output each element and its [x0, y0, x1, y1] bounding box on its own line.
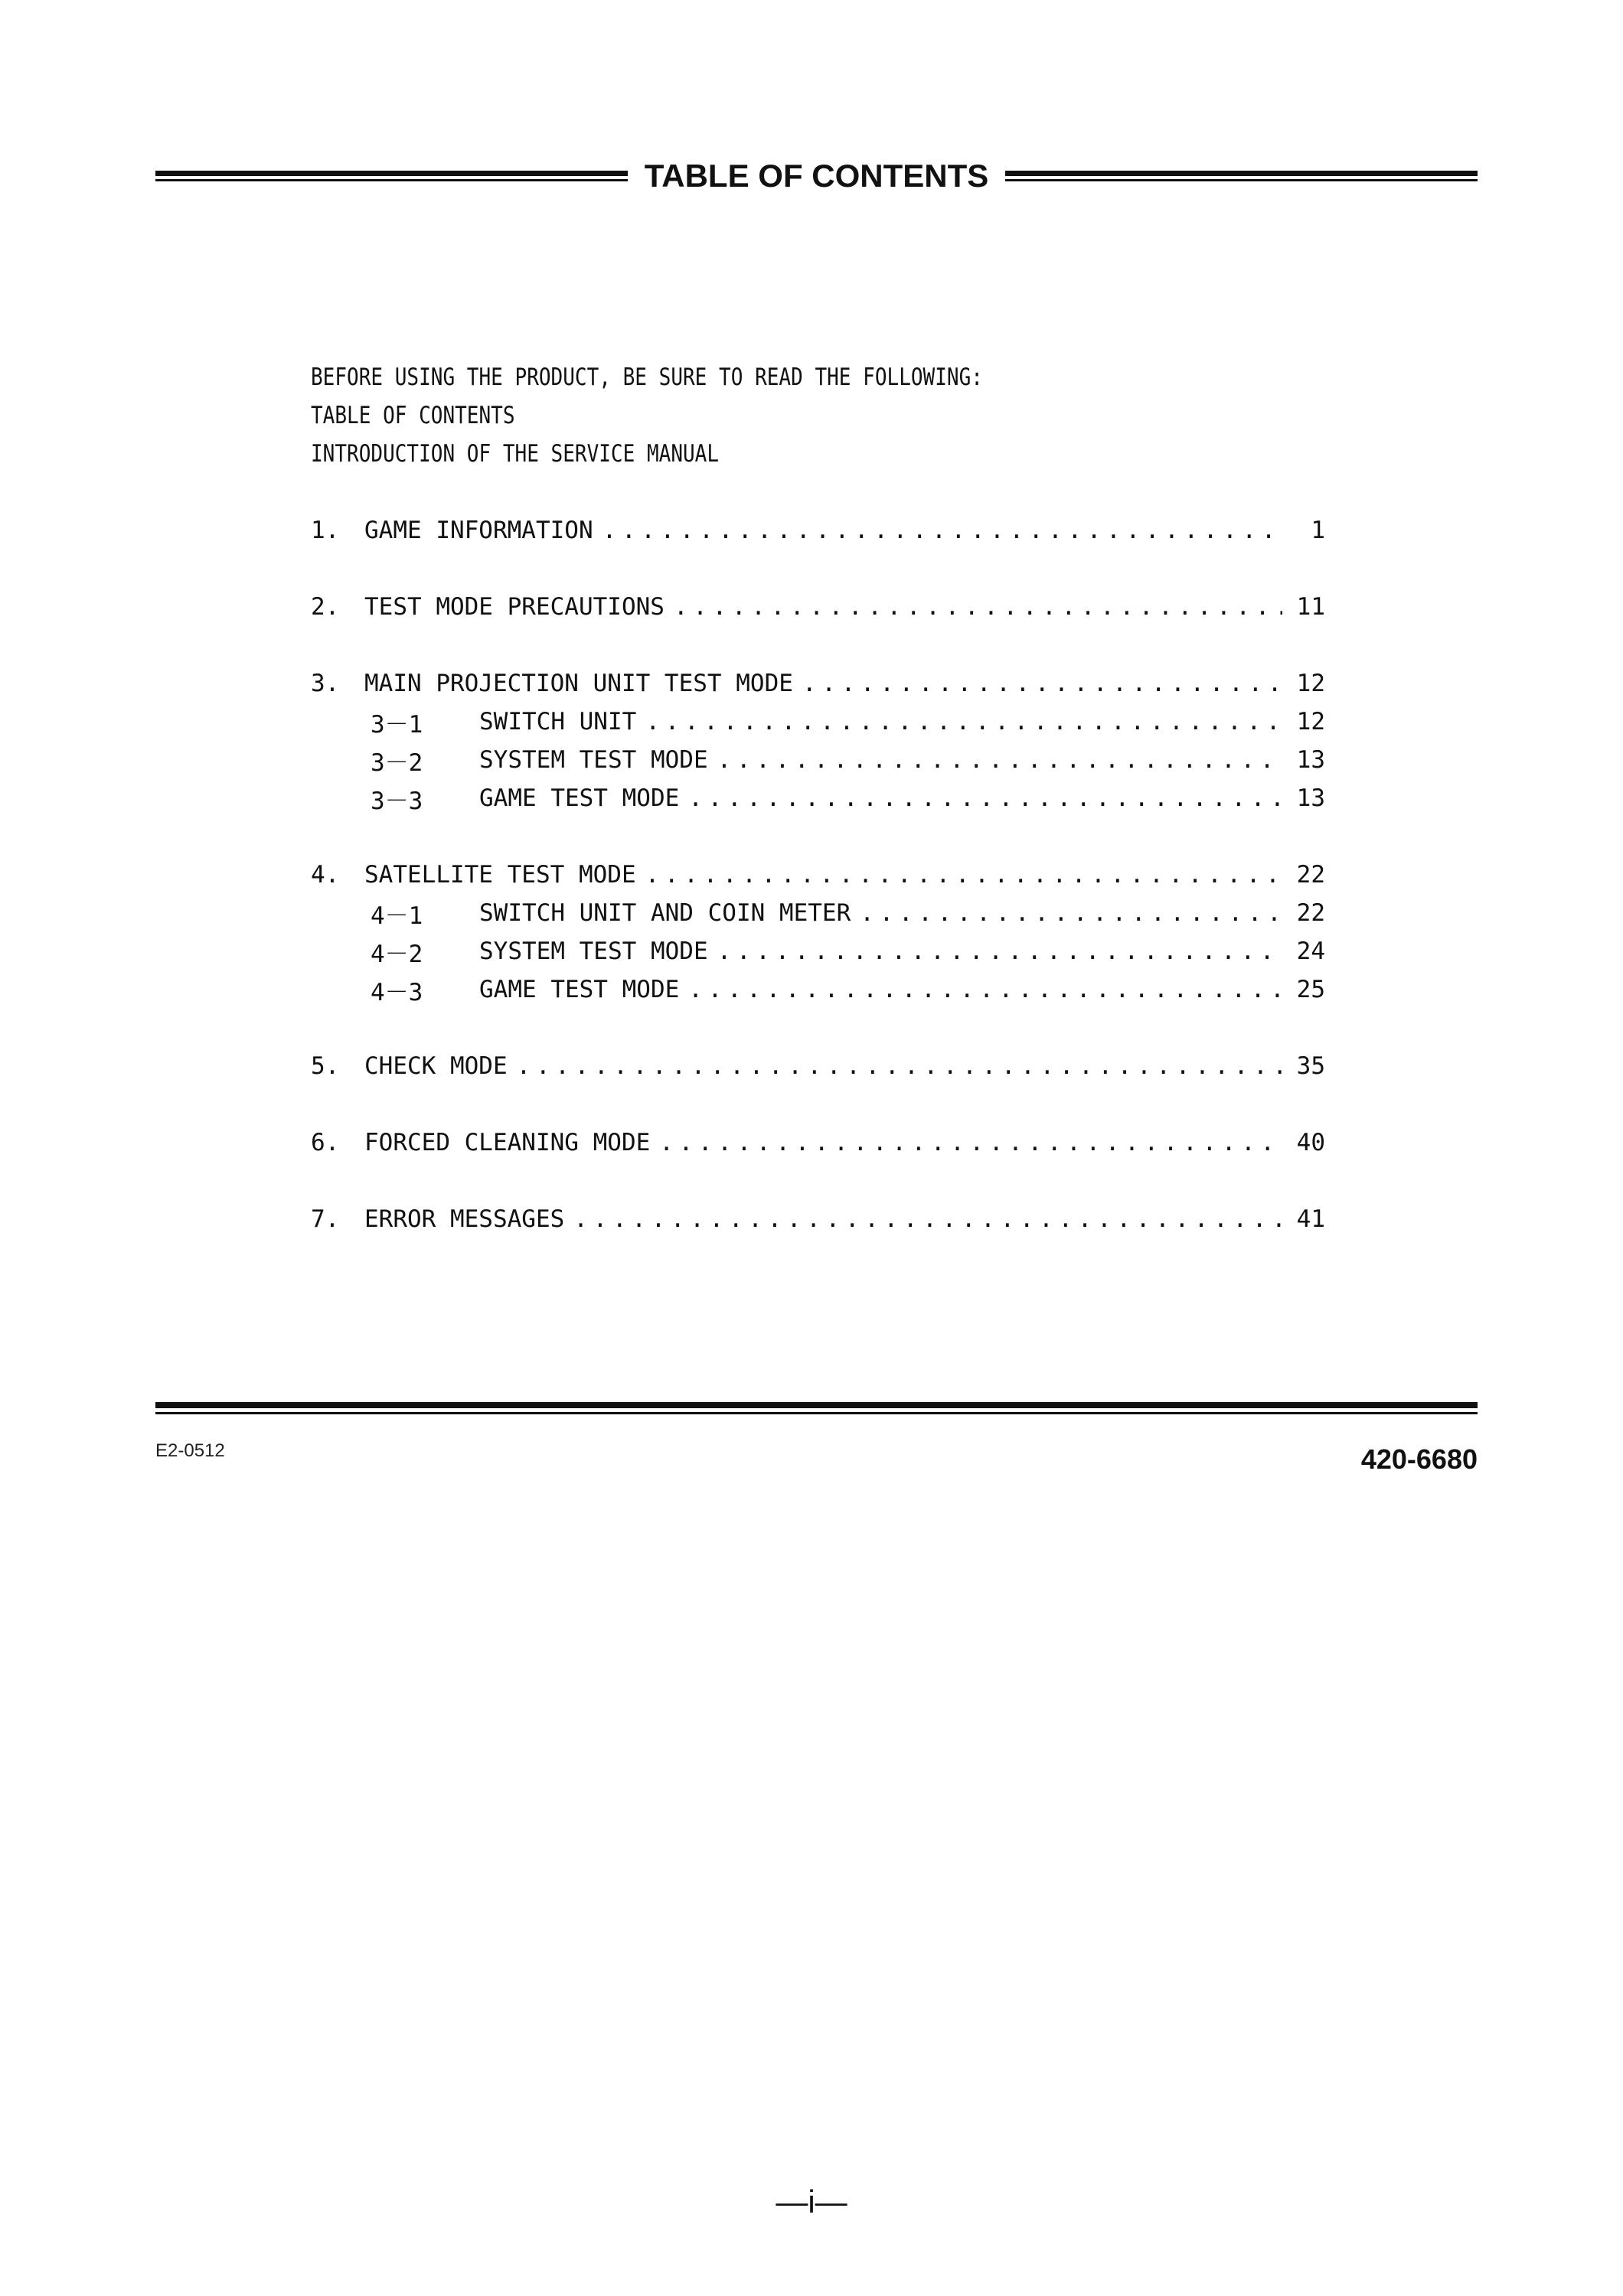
document-code: E2-0512: [155, 1440, 225, 1461]
toc-entry-label: GAME INFORMATION: [364, 517, 593, 544]
page-title: TABLE OF CONTENTS: [644, 158, 989, 194]
toc-entry-label: ERROR MESSAGES: [364, 1205, 565, 1233]
toc-subentry: [311, 741, 1325, 779]
page-number: —i—: [776, 2183, 847, 2219]
toc-entry-number: 3－3: [371, 787, 423, 815]
toc-leader-dots: [802, 664, 1282, 703]
toc-leader-dots: [717, 741, 1282, 779]
toc-leader-dots: [645, 856, 1282, 894]
toc-entry-number: 4－3: [371, 978, 423, 1006]
toc-leader-dots: [688, 970, 1282, 1009]
toc-entry: [311, 664, 1325, 703]
page-header: [155, 153, 1478, 199]
toc-subentry: [311, 779, 1325, 817]
toc-entry-number: 4.: [311, 861, 340, 889]
toc-leader-dots: [717, 932, 1282, 970]
toc-leader-dots: [659, 1124, 1282, 1162]
toc-entry-label: MAIN PROJECTION UNIT TEST MODE: [364, 670, 793, 697]
toc-leader-dots: [517, 1047, 1282, 1085]
toc-entry-label: SWITCH UNIT AND COIN METER: [479, 899, 851, 927]
intro-line: TABLE OF CONTENTS: [311, 402, 515, 429]
toc-entry-page: 22: [1296, 861, 1325, 889]
toc-entry-number: 1.: [311, 517, 340, 544]
toc-entry-number: 4－2: [371, 940, 423, 968]
toc-entry-page: 13: [1296, 784, 1325, 812]
toc-entry: [311, 588, 1325, 626]
toc-entry-page: 13: [1296, 746, 1325, 774]
toc-entry-label: SWITCH UNIT: [479, 708, 637, 735]
toc-entry-page: 22: [1296, 899, 1325, 927]
toc-entry-page: 35: [1296, 1052, 1325, 1080]
toc-entry-page: 1: [1311, 517, 1325, 544]
toc-entry-number: 2.: [311, 593, 340, 621]
header-rule-right: [1005, 171, 1478, 181]
toc-entry-label: CHECK MODE: [364, 1052, 508, 1080]
toc-entry-label: SYSTEM TEST MODE: [479, 746, 708, 774]
toc-entry-page: 12: [1296, 708, 1325, 735]
toc-entry: [311, 1200, 1325, 1238]
toc-entry-number: 4－1: [371, 902, 423, 930]
toc-entry: [311, 856, 1325, 894]
toc-entry-label: SYSTEM TEST MODE: [479, 938, 708, 965]
toc-leader-dots: [603, 511, 1282, 550]
toc-leader-dots: [573, 1200, 1282, 1238]
toc-leader-dots: [674, 588, 1282, 626]
toc-entry-page: 40: [1296, 1129, 1325, 1156]
intro-line: BEFORE USING THE PRODUCT, BE SURE TO READ THE FOLLOWING:: [311, 364, 983, 391]
intro-line: INTRODUCTION OF THE SERVICE MANUAL: [311, 440, 720, 468]
toc-subentry: [311, 703, 1325, 741]
toc-subentry: [311, 894, 1325, 932]
toc-entry-label: SATELLITE TEST MODE: [364, 861, 636, 889]
toc-entry-page: 24: [1296, 938, 1325, 965]
footer-rule: [155, 1402, 1478, 1414]
toc-entry: [311, 1047, 1325, 1085]
toc-entry-label: FORCED CLEANING MODE: [364, 1129, 651, 1156]
toc-entry-number: 5.: [311, 1052, 340, 1080]
toc-entry-label: GAME TEST MODE: [479, 784, 680, 812]
toc-entry-number: 3－2: [371, 748, 423, 777]
toc-entry-label: TEST MODE PRECAUTIONS: [364, 593, 665, 621]
toc-list: [311, 511, 1325, 1238]
part-number: 420-6680: [1360, 1443, 1478, 1475]
toc-entry-number: 6.: [311, 1129, 340, 1156]
header-rule-left: [155, 171, 628, 181]
toc-entry-number: 3.: [311, 670, 340, 697]
toc-entry-page: 12: [1296, 670, 1325, 697]
toc-subentry: [311, 932, 1325, 970]
toc-entry-number: 3－1: [371, 710, 423, 739]
toc-leader-dots: [688, 779, 1282, 817]
toc-entry-page: 25: [1296, 976, 1325, 1003]
toc-entry-number: 7.: [311, 1205, 340, 1233]
intro-list: [311, 358, 983, 473]
toc-entry: [311, 1124, 1325, 1162]
toc-entry-page: 11: [1296, 593, 1325, 621]
toc-entry-page: 41: [1296, 1205, 1325, 1233]
toc-entry: [311, 511, 1325, 550]
toc-leader-dots: [860, 894, 1282, 932]
toc-entry-label: GAME TEST MODE: [479, 976, 680, 1003]
toc-subentry: [311, 970, 1325, 1009]
toc-leader-dots: [645, 703, 1282, 741]
